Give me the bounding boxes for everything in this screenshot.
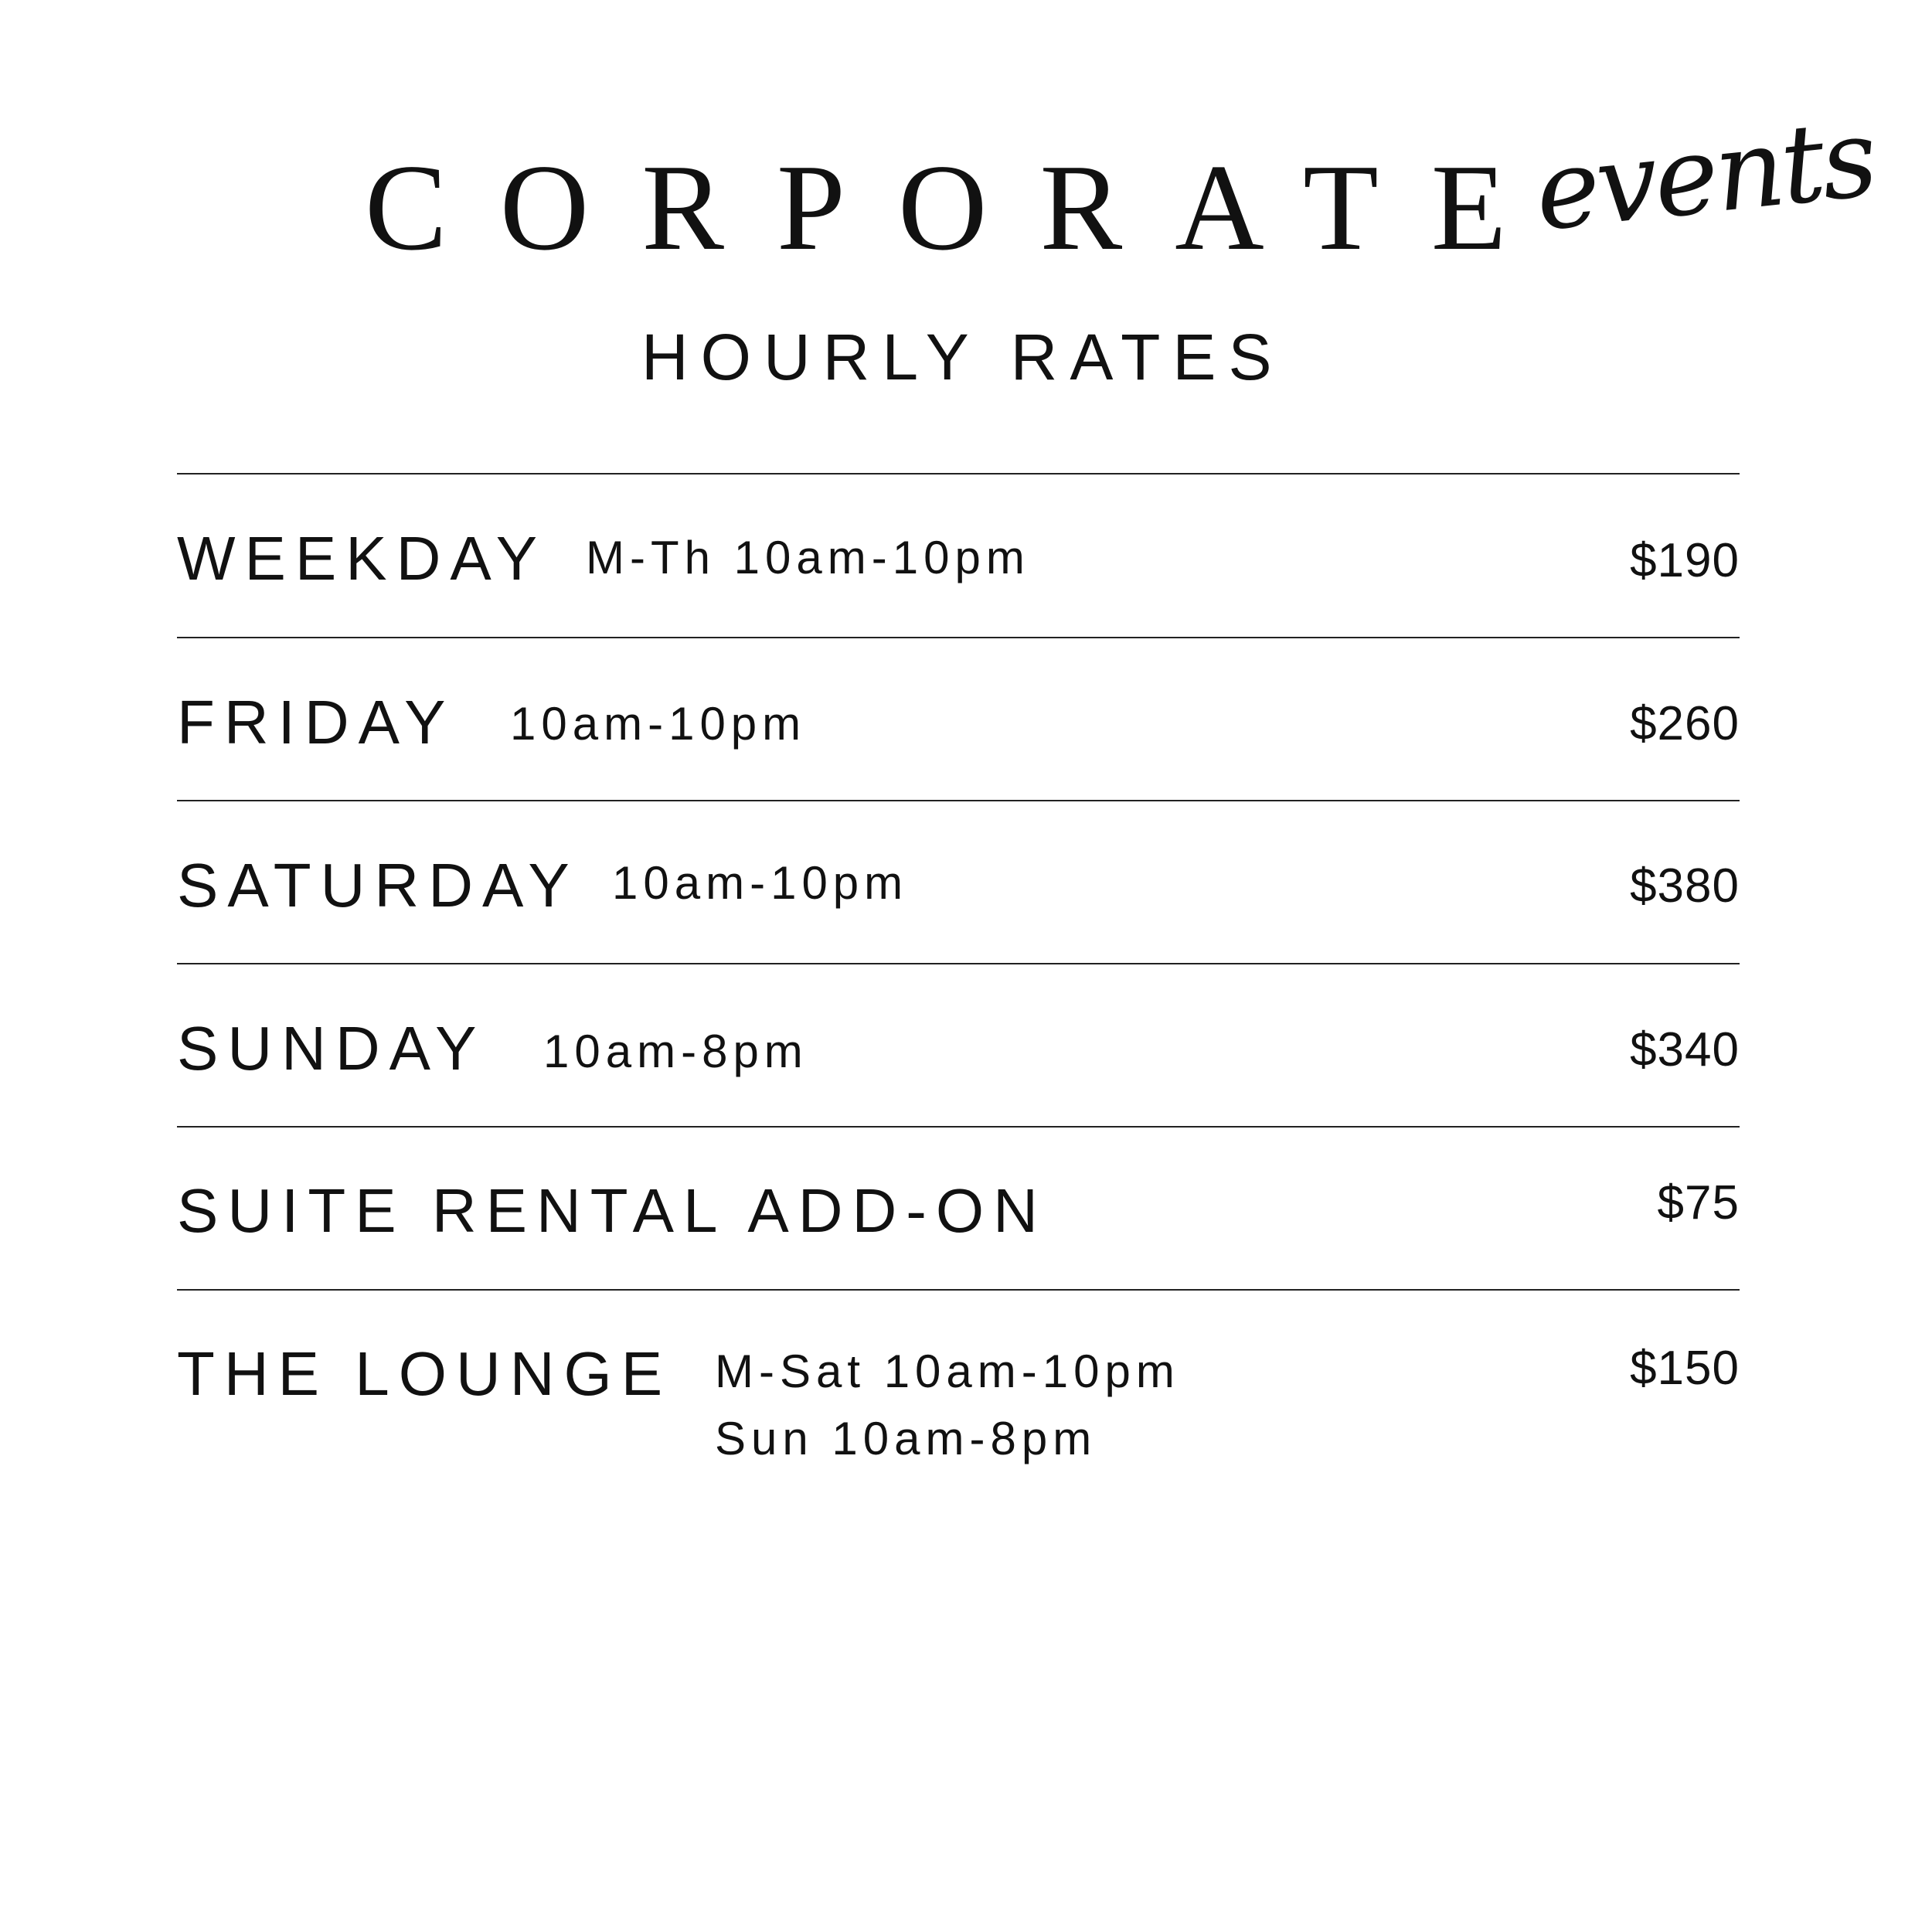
- rate-price: $75: [1657, 1176, 1740, 1230]
- page-title: CORPORATE: [365, 138, 1560, 276]
- rate-price: $340: [1630, 1023, 1740, 1077]
- rate-hours: 10am-8pm: [543, 1026, 808, 1077]
- rate-name: SUNDAY: [177, 1014, 486, 1083]
- page-subtitle: HOURLY RATES: [641, 321, 1284, 393]
- rate-hours: M-Th 10am-10pm: [586, 532, 1030, 583]
- rate-price: $150: [1630, 1342, 1740, 1395]
- page-title-script: events: [1529, 94, 1880, 256]
- rate-hours: M-Sat 10am-10pm: [715, 1345, 1180, 1397]
- rate-price: $190: [1630, 534, 1740, 587]
- rate-price: $260: [1630, 697, 1740, 750]
- divider: [177, 473, 1740, 474]
- rate-name: FRIDAY: [177, 688, 455, 757]
- divider: [177, 1126, 1740, 1128]
- rate-hours: Sun 10am-8pm: [715, 1413, 1097, 1464]
- divider: [177, 800, 1740, 801]
- rate-name: SATURDAY: [177, 851, 579, 920]
- rate-price: $380: [1630, 859, 1740, 913]
- rate-name: WEEKDAY: [177, 524, 547, 593]
- divider: [177, 1289, 1740, 1291]
- rate-name: SUITE RENTAL ADD-ON: [177, 1176, 1047, 1245]
- divider: [177, 963, 1740, 964]
- rate-name: THE LOUNGE: [177, 1339, 672, 1408]
- rate-hours: 10am-10pm: [612, 857, 909, 909]
- rate-hours: 10am-10pm: [510, 698, 807, 750]
- divider: [177, 637, 1740, 638]
